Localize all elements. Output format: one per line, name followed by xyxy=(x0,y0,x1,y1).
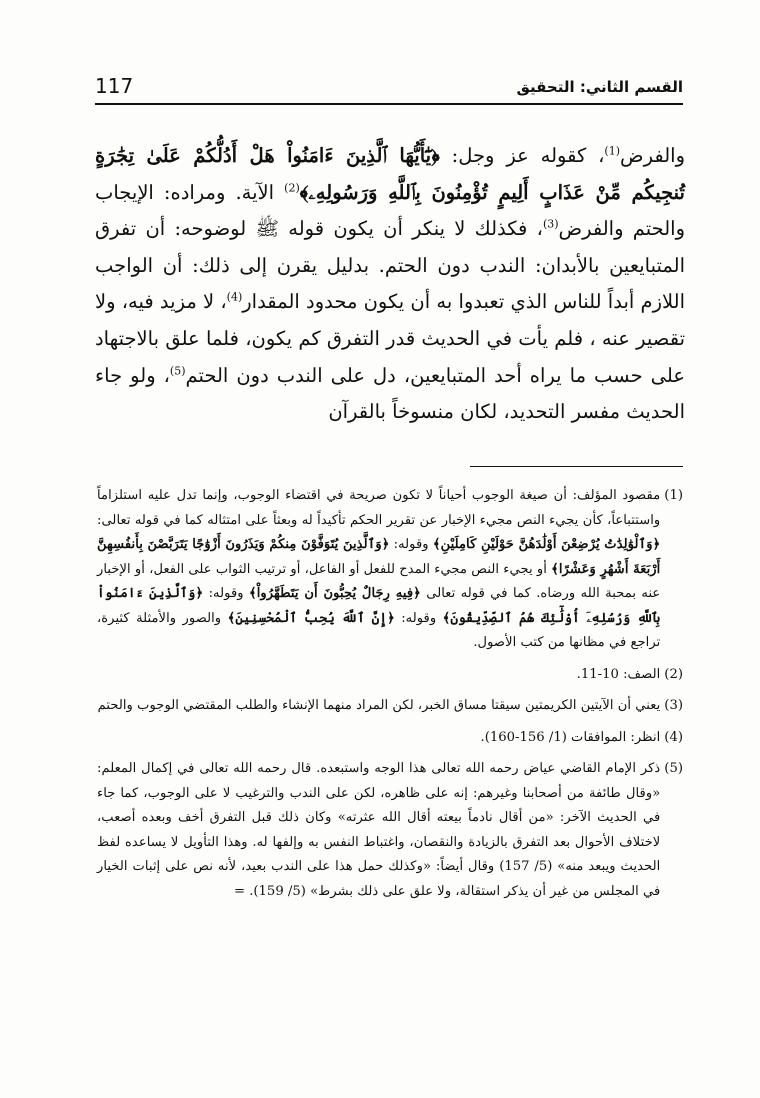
footnote-number: (5) xyxy=(664,761,683,776)
running-title: القسم الثاني: التحقيق xyxy=(516,78,683,96)
footnotes xyxy=(97,484,683,911)
quran-verse: ﴿يَٰٓأَيُّهَا ٱلَّذِينَ ءَامَنُواْ هَلْ أَدُلُّكُمْ عَلَىٰ تِجَٰرَةٍ تُنجِيكُم مِّنْ عَذَابٍ أَلِيمٍ تُؤْمِنُونَ بِٱللَّهِ وَرَسُولِهِۦ﴾ xyxy=(95,144,685,204)
footnote-ref-4[interactable]: (4) xyxy=(226,290,243,304)
footnote-2 xyxy=(97,663,683,688)
footnote-3 xyxy=(97,694,683,719)
quran-verse: ﴿فِيهِ رِجَالٌ يُحِبُّونَ أَن يَتَطَهَّرُواْ﴾ xyxy=(249,586,421,601)
quran-verse: ﴿وَٱلَّذِينَ يُتَوَفَّوْنَ مِنكُمْ وَيَذَرُونَ أَزْوَٰجًا يَتَرَبَّصْنَ بِأَنفُسِهِنَّ أَرْبَعَةَ أَشْهُرٍ وَعَشْرًا﴾ xyxy=(97,537,661,577)
footnote-text: ذكر الإمام القاضي عياض رحمه الله تعالى هذا الوجه واستبعده. قال رحمه الله تعالى في إكمال المعلم: «وقال طائفة من أصحابنا وغيرهم: إنه على ظاهره، لكن على الندب والترغيب لا على الوجوب، كما جاء في الحديث الآخر: «من أقال نادماً بيعته أقال الله عثرته» وكان ذلك قبل التفرق أخف وبعده أصعب، لاختلاف الأحوال بعد التفرق بالزيادة والنقصان، واغتباط النفس به وإلفها له. وهذا التأويل لا يساعده لفظ الحديث ويبعد منه» (5/ 157) وقال أيضاً: «وكذلك حمل هذا على الندب بعيد، لأنه نص على إثبات الخيار في المجلس من غير أن يذكر استقالة، ولا علق على ذلك بشرط» (5/ 159). = xyxy=(97,761,661,899)
footnote-separator xyxy=(470,466,683,467)
footnote-ref-5[interactable]: (5) xyxy=(169,364,186,378)
footnote-text: الصف: 10-11. xyxy=(576,666,661,682)
footnote-4 xyxy=(97,726,683,751)
footnote-number: (1) xyxy=(664,488,683,503)
quran-verse: ﴿وَٱلْوَٰلِدَٰتُ يُرْضِعْنَ أَوْلَٰدَهُنَّ حَوْلَيْنِ كَامِلَيْنِ﴾ xyxy=(432,537,661,552)
main-paragraph: والفرض$^{(1)}$، كقوله عز وجل: ﴿يَٰٓأَيُّهَا ٱلَّذِينَ ءَامَنُواْ هَلْ أَدُلُّكُمْ عَلَىٰ تِجَٰرَةٍ تُنجِيكُم مِّنْ عَذَابٍ أَلِيمٍ تُؤْمِنُونَ بِٱللَّهِ وَرَسُولِهِۦ﴾$^{(2)}$ الآية. ومراده: الإيجاب والحتم والفرض$^{(3)}$، فكذلك لا ينكر أن يكون قوله ﷺ لوضوحه: أن تفرق المتبايعين بالأبدان: الندب دون الحتم. بدليل يقرن إلى ذلك: أن الواجب اللازم أبداً للناس الذي تعبدوا به أن يكون محدود المقدار$^{(4)}$، لا مزيد فيه، ولا تقصير عنه ، فلم يأت في الحديث قدر التفرق كم يكون، فلما علق بالاجتهاد على حسب ما يراه أحد المتبايعين، دل على الندب دون الحتم$^{(5)}$، ولو جاء الحديث مفسر التحديد، لكان منسوخاً بالقرآن xyxy=(95,144,685,424)
page-header xyxy=(95,74,683,100)
page-number: 117 xyxy=(95,74,134,98)
footnote-1 xyxy=(97,484,683,656)
quran-verse: ﴿إِنَّ ٱللَّهَ يُحِبُّ ٱلْمُحْسِنِينَ﴾ xyxy=(227,610,395,626)
footnote-text: مقصود المؤلف: أن صيغة الوجوب أحياناً لا تكون صريحة في اقتضاء الوجوب، وإنما تدل عليه استلزاماً واستتباعاً، كأن يجيء النص مجيء الإخبار عن تقرير الحكم تأكيداً له وبعثاً على امتثاله كما في قوله تعالى: ﴿وَٱلْوَٰلِدَٰتُ يُرْضِعْنَ أَوْلَٰدَهُنَّ حَوْلَيْنِ كَامِلَيْنِ﴾ وقوله: ﴿وَٱلَّذِينَ يُتَوَفَّوْنَ مِنكُمْ وَيَذَرُونَ أَزْوَٰجًا يَتَرَبَّصْنَ بِأَنفُسِهِنَّ أَرْبَعَةَ أَشْهُرٍ وَعَشْرًا﴾ أو يجيء النص مجيء المدح للفعل أو الفاعل، أو ترتيب الثواب على الفعل، أو الإخبار عنه بمحبة الله ورضاه. كما في قوله تعالى ﴿فِيهِ رِجَالٌ يُحِبُّونَ أَن يَتَطَهَّرُواْ﴾ وقوله: ﴿وَٱلَّذِينَ ءَامَنُواْ بِٱللَّهِ وَرُسُلِهِۦٓ أُوْلَٰٓئِكَ هُمُ ٱلصِّدِّيقُونَ﴾ وقوله: ﴿إِنَّ ٱللَّهَ يُحِبُّ ٱلْمُحْسِنِينَ﴾ والصور والأمثلة كثيرة، تراجع في مظانها من كتب الأصول. xyxy=(97,488,661,650)
footnote-number: (4) xyxy=(664,729,683,745)
footnote-text: انظر: الموافقات (1/ 156-160). xyxy=(480,729,661,745)
footnote-5 xyxy=(97,757,683,904)
header-rule xyxy=(95,103,683,105)
footnote-number: (3) xyxy=(664,698,683,713)
quran-verse: ﴿وَٱلَّذِينَ ءَامَنُواْ بِٱللَّهِ وَرُسُلِهِۦٓ أُوْلَٰٓئِكَ هُمُ ٱلصِّدِّيقُونَ﴾ xyxy=(97,586,661,626)
footnote-ref-3[interactable]: (3) xyxy=(542,217,559,231)
footnote-ref-2[interactable]: (2) xyxy=(284,181,300,195)
main-text xyxy=(95,138,685,431)
footnote-text: يعني أن الآيتين الكريمتين سيقتا مساق الخبر، لكن المراد منهما الإنشاء والطلب المقتضي الوجوب والحتم xyxy=(97,698,661,713)
footnote-number: (2) xyxy=(664,666,683,682)
footnote-ref-1[interactable]: (1) xyxy=(604,144,621,158)
